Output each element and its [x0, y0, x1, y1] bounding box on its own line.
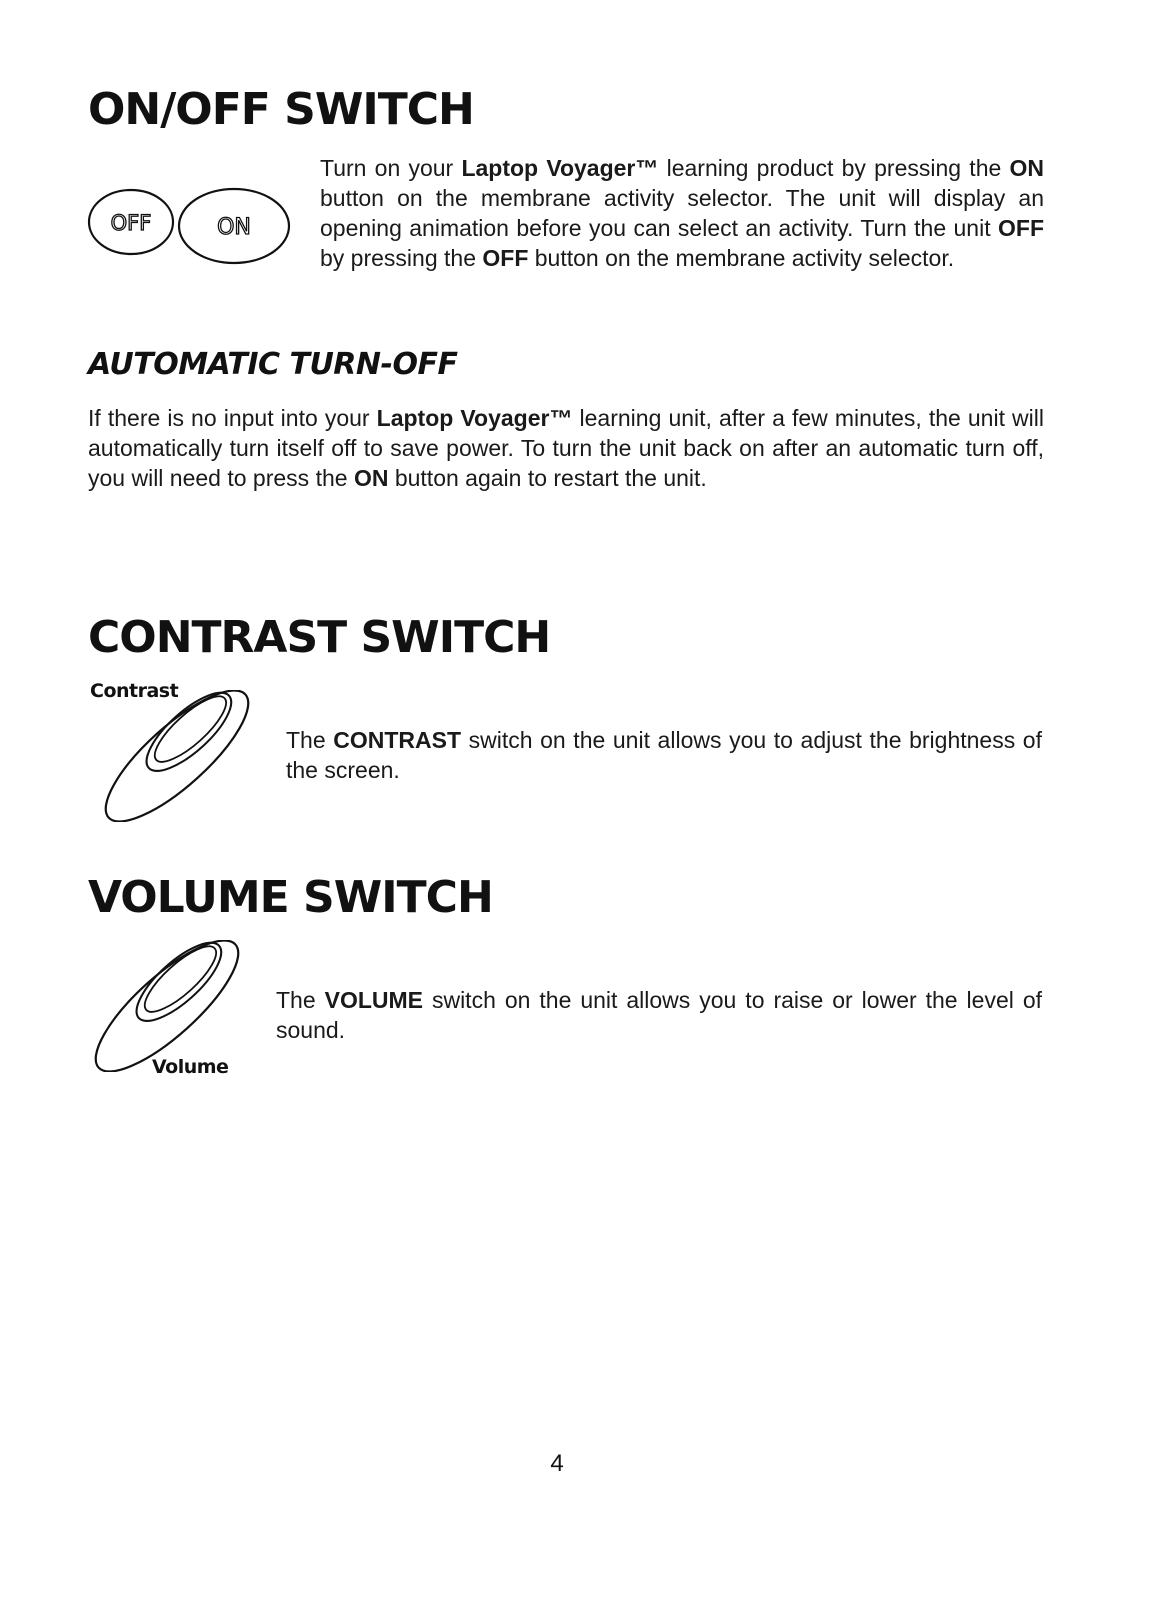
text-run: switch on the unit allows you to raise or lower the level of sound. [276, 987, 1042, 1043]
text-run: Turn on your [320, 155, 462, 181]
volume-heading: VOLUME SWITCH [88, 872, 493, 923]
on-off-paragraph [320, 153, 1044, 273]
on-button-label: ON [217, 215, 251, 240]
on-keyword: ON [353, 465, 389, 491]
contrast-icon-label: Contrast [90, 680, 179, 702]
page-number: 4 [550, 1450, 564, 1477]
off-keyword: OFF [998, 215, 1044, 241]
contrast-keyword: CONTRAST [333, 727, 462, 753]
text-run: button on the membrane activity selector. [528, 245, 955, 271]
volume-dial-icon [82, 940, 262, 1072]
off-button-label: OFF [110, 211, 152, 235]
contrast-dial-icon [92, 690, 272, 822]
product-name: Laptop Voyager™ [461, 155, 659, 181]
text-run: button on the membrane activity selector. The unit will display an opening animation before you can select an activity. Turn the unit [320, 185, 1044, 241]
auto-turnoff-heading: AUTOMATIC TURN-OFF [88, 347, 458, 382]
text-run: learning product by pressing the [658, 155, 1010, 181]
on-keyword: ON [1009, 155, 1044, 181]
contrast-heading: CONTRAST SWITCH [88, 612, 551, 663]
off-button-icon [89, 190, 173, 254]
text-run: If there is no input into your [88, 405, 377, 431]
text-run: The [286, 727, 334, 753]
text-run: button again to restart the unit. [388, 465, 707, 491]
off-keyword: OFF [482, 245, 529, 271]
product-name: Laptop Voyager™ [376, 405, 573, 431]
contrast-paragraph [286, 725, 1042, 785]
text-run: learning unit, after a few minutes, the unit will automatically turn itself off to save power. To turn the unit back on after an automatic turn off, you will need to press the [88, 405, 1044, 491]
on-off-buttons-illustration [86, 186, 296, 270]
volume-keyword: VOLUME [324, 987, 423, 1013]
auto-turnoff-paragraph [88, 403, 1044, 493]
text-run: The [276, 987, 325, 1013]
volume-paragraph [276, 985, 1042, 1045]
on-button-icon [179, 189, 289, 263]
volume-icon-label: Volume [152, 1056, 229, 1078]
on-off-heading: ON/OFF SWITCH [88, 84, 474, 135]
text-run: by pressing the [320, 245, 483, 271]
text-run: switch on the unit allows you to adjust the brightness of the screen. [286, 727, 1042, 783]
